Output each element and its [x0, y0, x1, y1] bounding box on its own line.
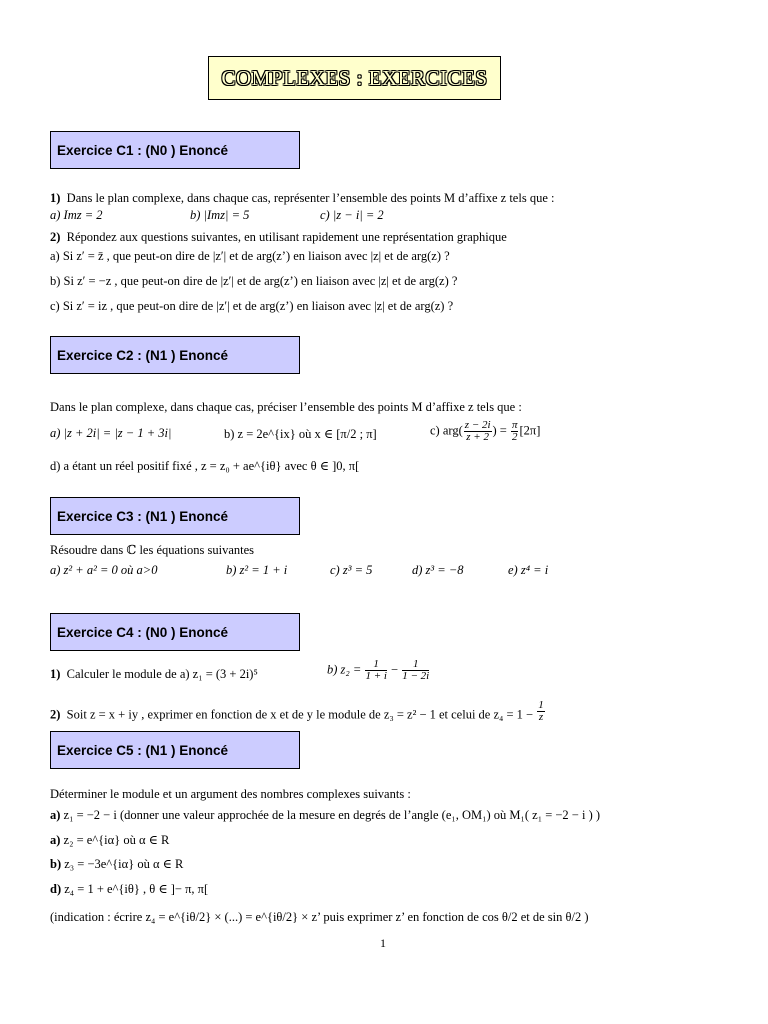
c5-a2-label: a): [50, 833, 61, 847]
c4-q2-fraction: [537, 700, 545, 723]
c5-d-text: z₄ = 1 + e^{iθ} , θ ∈ ]− π, π[: [61, 882, 209, 896]
c2-c-pi-fraction: [511, 420, 519, 443]
c2-c-prefix: c) arg(: [430, 423, 463, 438]
c1-q1-c: c) |z − i| = 2: [320, 208, 384, 222]
c4-q2-text: Soit z = x + iy , exprimer en fonction de x et de y le module de z₃ = z² − 1 et celui de z₄ = 1 −: [66, 707, 534, 722]
c1-q1-number: 1): [50, 191, 61, 205]
c2-c-denominator: z + 2: [466, 431, 489, 443]
c2-b: b) z = 2e^{ix} où x ∈ [π/2 ; π]: [224, 427, 377, 441]
c3-d: d) z³ = −8: [412, 563, 464, 577]
c3-b: b) z² = 1 + i: [226, 563, 288, 577]
c3-e: e) z⁴ = i: [508, 563, 549, 577]
c4-q2: [50, 699, 546, 727]
c2-items-row: [50, 419, 541, 443]
c2-c-pi-numerator: π: [511, 419, 518, 431]
c4-q1-b-fraction-1: [365, 659, 386, 682]
c2-c-fraction: [464, 420, 492, 443]
c5-a2: [50, 832, 169, 848]
c3-a: a) z² + a² = 0 où a>0: [50, 563, 158, 577]
c2-intro: Dans le plan complexe, dans chaque cas, préciser l’ensemble des points M d’affixe z tels que :: [50, 400, 522, 414]
exercise-c2-header: Exercice C2 : (N1 ) Enoncé: [50, 336, 300, 374]
c1-q1-b: b) |Imz| = 5: [190, 208, 250, 222]
c4-q1-text: Calculer le module de a) z₁ = (3 + 2i)⁵: [66, 667, 258, 681]
c5-d-label: d): [50, 882, 62, 896]
c4-q1-b: [327, 659, 430, 682]
c4-q1-b-minus: −: [391, 662, 399, 677]
c1-q1: [50, 191, 554, 206]
c2-c-middle: ) =: [492, 423, 507, 438]
c1-q2-a: a) Si z′ = z̄ , que peut-on dire de |z′| et de arg(z’) en liaison avec |z| et de arg(z) ?: [50, 249, 450, 263]
c2-c-pi-denominator: 2: [511, 431, 518, 443]
c5-a2-text: z₂ = e^{iα} où α ∈ R: [60, 833, 170, 847]
c1-q1-text: Dans le plan complexe, dans chaque cas, représenter l’ensemble des points M d’affixe z tels que :: [66, 191, 555, 205]
c3-items-row: [50, 563, 549, 578]
c1-q2-number: 2): [50, 230, 61, 244]
c4-q2-f-denominator: z: [538, 711, 544, 723]
c4-q1-b-f1-denominator: 1 + i: [365, 670, 387, 682]
page-number: 1: [380, 936, 386, 950]
c2-c-suffix: [2π]: [519, 423, 541, 438]
c5-b-text: z₃ = −3e^{iα} où α ∈ R: [61, 857, 184, 871]
c3-intro: Résoudre dans ℂ les équations suivantes: [50, 543, 255, 557]
exercise-c1-header: Exercice C1 : (N0 ) Enoncé: [50, 131, 300, 169]
c4-q1-number: 1): [50, 667, 61, 681]
c1-q2-text: Répondez aux questions suivantes, en utilisant rapidement une représentation graphique: [66, 230, 507, 244]
c4-q2-f-numerator: 1: [538, 699, 544, 711]
c4-q1-b-prefix: b) z₂ =: [327, 662, 362, 677]
c4-q1-b-f2-denominator: 1 − 2i: [402, 670, 430, 682]
c4-q2-number: 2): [50, 707, 61, 722]
c5-a1-label: a): [50, 808, 61, 822]
c1-q2-b: b) Si z′ = −z , que peut-on dire de |z′| et de arg(z’) en liaison avec |z| et de arg(z) ?: [50, 274, 458, 288]
c5-a1-text: z₁ = −2 − i (donner une valeur approchée de la mesure en degrés de l’angle (e₁, OM₁) où M₁( z₁ = −2 − i ) ): [60, 808, 601, 822]
c4-q1: [50, 658, 430, 682]
c5-a1: [50, 808, 600, 823]
c4-q1-b-f1-numerator: 1: [365, 659, 386, 671]
exercise-c3-header: Exercice C3 : (N1 ) Enoncé: [50, 497, 300, 535]
c2-d: d) a étant un réel positif fixé , z = z₀ + ae^{iθ} avec θ ∈ ]0, π[: [50, 459, 360, 473]
c4-q1-b-f2-numerator: 1: [402, 659, 429, 671]
c5-hint: (indication : écrire z₄ = e^{iθ/2} × (...) = e^{iθ/2} × z’ puis exprimer z’ en fonction de cos θ/2 et de sin θ/2 ): [50, 910, 589, 924]
c5-b: [50, 856, 183, 872]
c2-c-numerator: z − 2i: [464, 419, 491, 431]
c1-q1-a: a) Imz = 2: [50, 208, 103, 222]
page-title: COMPLEXES : EXERCICES: [208, 56, 501, 100]
c4-q1-b-fraction-2: [402, 659, 429, 682]
c5-b-label: b): [50, 857, 62, 871]
exercise-c5-header: Exercice C5 : (N1 ) Enoncé: [50, 731, 300, 769]
c1-q1-answers: [50, 208, 384, 223]
c5-intro: Déterminer le module et un argument des nombres complexes suivants :: [50, 787, 411, 801]
c1-q2: [50, 230, 507, 245]
c5-d: [50, 881, 208, 897]
exercise-c4-header: Exercice C4 : (N0 ) Enoncé: [50, 613, 300, 651]
c2-a: a) |z + 2i| = |z − 1 + 3i|: [50, 426, 172, 440]
c2-c: [430, 420, 540, 443]
c1-q2-c: c) Si z′ = iz , que peut-on dire de |z′| et de arg(z’) en liaison avec |z| et de arg(z) ?: [50, 299, 454, 313]
c3-c: c) z³ = 5: [330, 563, 373, 577]
